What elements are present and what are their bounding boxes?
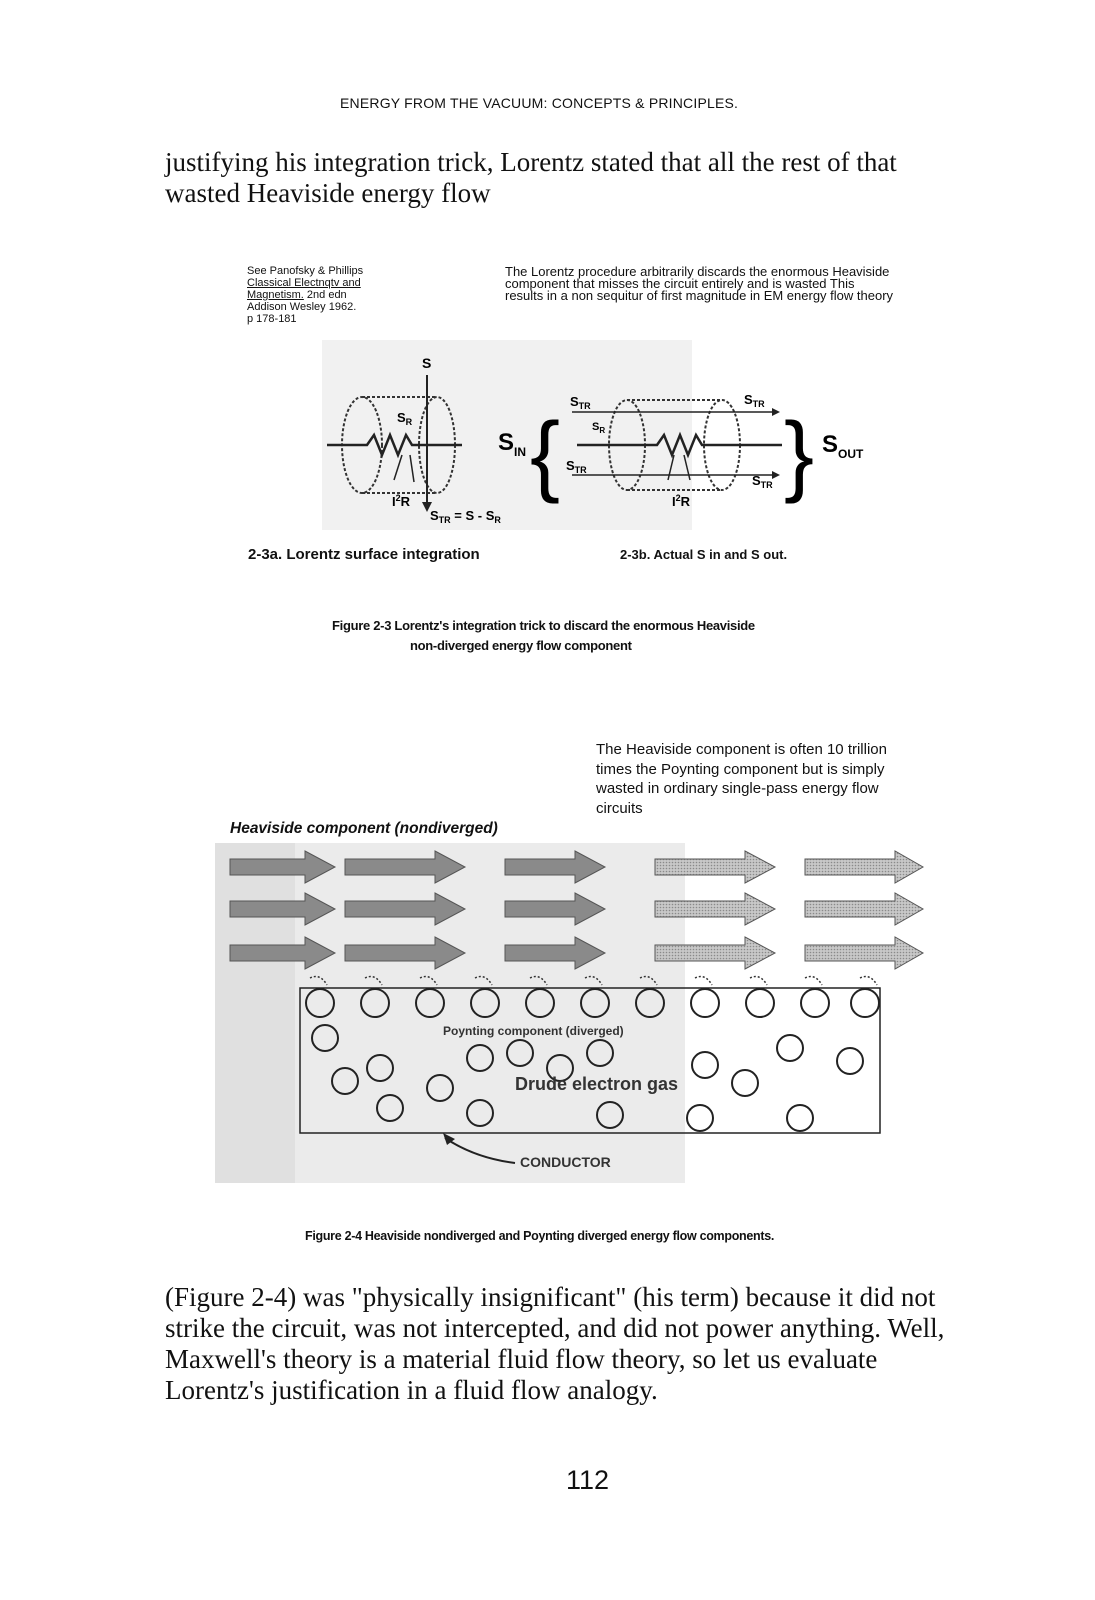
- curl-arrow: [860, 977, 877, 985]
- figure-2-3-caption-line1: Figure 2-3 Lorentz's integration trick to discard the enormous Heaviside: [332, 618, 755, 633]
- str-main: S: [744, 392, 753, 407]
- figure-2-4-caption: Figure 2-4 Heaviside nondiverged and Poynting diverged energy flow components.: [305, 1229, 775, 1243]
- electron: [801, 989, 829, 1017]
- reference-line: Classical Electnqtv and: [247, 277, 361, 289]
- sout-label: [822, 431, 864, 461]
- sout-sub: OUT: [838, 447, 864, 461]
- reference-line: See Panofsky & Phillips: [247, 265, 364, 277]
- paragraph-line: Maxwell's theory is a material fluid flow theory, so let us evaluate: [165, 1344, 878, 1374]
- heaviside-note: The Heaviside component is often 10 trillion times the Poynting component but is simply wasted in ordinary single-pass energy flow circuits: [596, 741, 887, 817]
- electron: [837, 1048, 863, 1074]
- paragraph-continuation: [165, 1282, 985, 1406]
- electron: [746, 989, 774, 1017]
- i2r-label: [392, 493, 411, 509]
- energy-arrow: [805, 937, 923, 969]
- running-header: ENERGY FROM THE VACUUM: CONCEPTS & PRINCIPLES.: [340, 95, 739, 111]
- str-main: S: [752, 473, 761, 488]
- sr-main: S: [592, 421, 600, 433]
- arrow-head: [772, 408, 780, 416]
- str-label: [744, 392, 765, 409]
- str-eq-sub: TR: [438, 515, 451, 525]
- reference-title-end: Magnetism.: [247, 289, 304, 301]
- sin-sub: IN: [514, 445, 527, 459]
- curl-arrow: [750, 977, 767, 985]
- reference-line: [247, 289, 363, 301]
- conductor-label: CONDUCTOR: [520, 1154, 611, 1170]
- page-number: 112: [566, 1465, 610, 1495]
- str-eq-rest-sub: R: [494, 515, 501, 525]
- caption-2-3b: 2-3b. Actual S in and S out.: [620, 547, 788, 562]
- reference-edition: 2nd edn: [303, 289, 347, 301]
- paragraph-line: Lorentz's justification in a fluid flow analogy.: [165, 1375, 658, 1405]
- i2r-r: R: [680, 494, 691, 509]
- energy-arrow: [805, 893, 923, 925]
- electron: [777, 1035, 803, 1061]
- paragraph-intro: justifying his integration trick, Lorentz stated that all the rest of that wasted Heaviside energy flow: [165, 147, 897, 208]
- curl-arrow: [805, 977, 822, 985]
- lorentz-procedure-note: The Lorentz procedure arbitrarily discards the enormous Heaviside component that misses the circuit entirely and is wasted This results in a non sequitur of first magnitude in EM energy flow theory: [505, 264, 894, 303]
- drude-label: Drude electron gas: [515, 1074, 679, 1094]
- sr-sub: R: [405, 417, 413, 427]
- i2r-main: I: [392, 494, 396, 509]
- electron: [787, 1105, 813, 1131]
- arrow-head: [772, 471, 780, 479]
- str-sub: TR: [574, 465, 587, 475]
- i2r-sup: 2: [675, 493, 681, 503]
- str-eq-main: S: [430, 508, 439, 523]
- str-sub: TR: [760, 480, 773, 490]
- scan-shade: [215, 843, 295, 1183]
- figure-2-3-diagram: [322, 340, 882, 530]
- reference-line: Addison Wesley 1962.: [247, 301, 357, 313]
- paragraph-line: strike the circuit, was not intercepted, and did not power anything. Well,: [165, 1313, 945, 1343]
- str-main: S: [566, 458, 575, 473]
- s-label: S: [422, 355, 432, 371]
- electron: [692, 1052, 718, 1078]
- poynting-label: Poynting component (diverged): [443, 1024, 624, 1038]
- reference-note: [247, 265, 363, 325]
- curl-arrow: [695, 977, 712, 985]
- i2r-r: R: [400, 494, 411, 509]
- heaviside-component-label: Heaviside component (nondiverged): [230, 820, 498, 837]
- i2r-main: I: [672, 494, 676, 509]
- figure-2-4-diagram: [215, 843, 925, 1183]
- caption-2-3a: 2-3a. Lorentz surface integration: [248, 546, 480, 563]
- reference-line: p 178-181: [247, 313, 297, 325]
- figure-2-3-caption-line2: non-diverged energy flow component: [410, 638, 632, 653]
- sin-main: S: [498, 429, 515, 456]
- sout-main: S: [822, 431, 839, 458]
- paragraph-line: (Figure 2-4) was "physically insignificant" (his term) because it did not: [165, 1282, 936, 1312]
- right-brace: }: [784, 405, 815, 505]
- sr-sub: R: [599, 426, 606, 435]
- sr-main: S: [397, 410, 406, 425]
- str-sub: TR: [578, 401, 591, 411]
- str-eq-rest: = S - S: [450, 508, 495, 523]
- str-main: S: [570, 394, 579, 409]
- i2r-label-b: [672, 493, 691, 509]
- i2r-sup: 2: [395, 493, 401, 503]
- left-brace: {: [530, 405, 561, 505]
- str-sub: TR: [752, 399, 765, 409]
- energy-arrow: [805, 851, 923, 883]
- electron: [687, 1105, 713, 1131]
- electron: [851, 989, 879, 1017]
- electron: [691, 989, 719, 1017]
- electron: [732, 1070, 758, 1096]
